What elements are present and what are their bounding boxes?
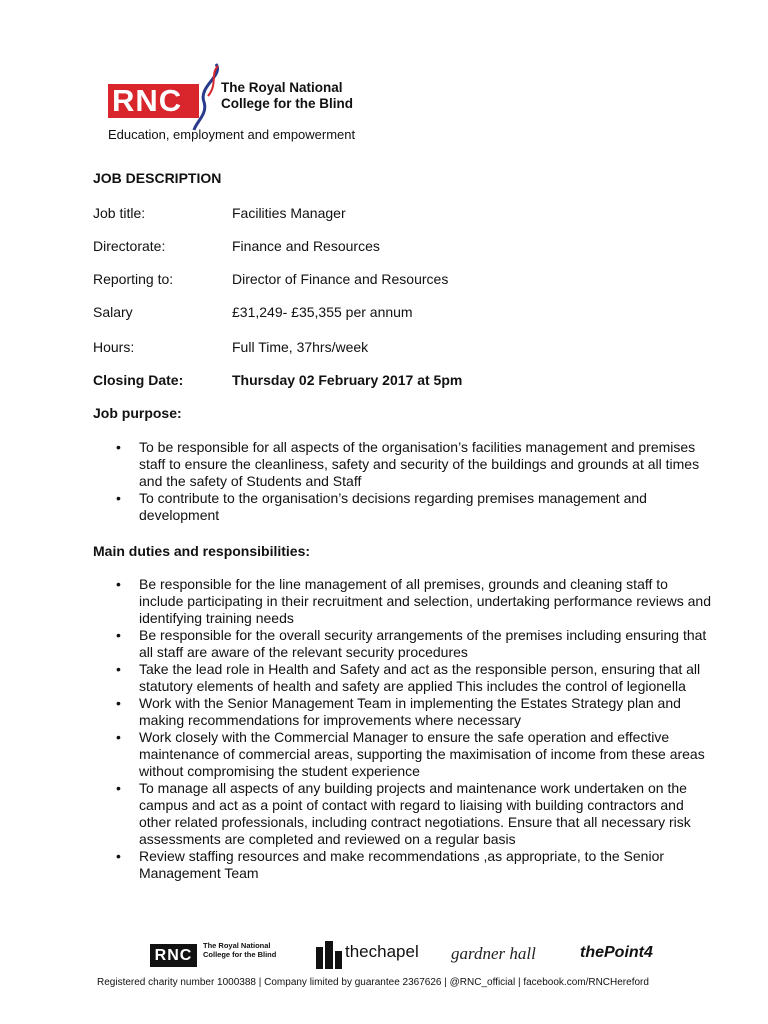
list-item: • Be responsible for the line management of all premises, grounds and cleaning staff to include participating in their recruitment and selection, undertaking performance reviews and identifying training needs xyxy=(116,576,716,627)
list-item: • Take the lead role in Health and Safety and act as the responsible person, ensuring that all statutory elements of health and safety are applied This includes the control of legionella xyxy=(116,661,716,695)
field-label-closing-date: Closing Date: xyxy=(93,372,184,388)
field-label-hours: Hours: xyxy=(93,339,135,355)
footer-chapel-logo: thechapel xyxy=(345,942,419,961)
field-value-salary: £31,249- £35,355 per annum xyxy=(232,304,413,320)
logo-swoosh-icon xyxy=(188,62,224,132)
footer-thepoint-logo: thePoint4 xyxy=(580,944,653,961)
field-value-hours: Full Time, 37hrs/week xyxy=(232,339,369,355)
list-item: • Work with the Senior Management Team in implementing the Estates Strategy plan and making recommendations for improvements where necessary xyxy=(116,695,716,729)
chapel-building-icon xyxy=(316,941,342,969)
field-value-closing-date: Thursday 02 February 2017 at 5pm xyxy=(232,372,463,388)
footer-rnc-name xyxy=(203,941,276,959)
field-value-reporting-to: Director of Finance and Resources xyxy=(232,271,449,287)
duties-list xyxy=(116,576,716,882)
purpose-heading: Job purpose: xyxy=(93,405,182,421)
list-item: • Be responsible for the overall security arrangements of the premises including ensuring that all staff are aware of the relevant security procedures xyxy=(116,627,716,661)
list-item: • Review staffing resources and make recommendations ,as appropriate, to the Senior Management Team xyxy=(116,848,716,882)
rnc-logo: RNC xyxy=(108,84,199,118)
footer-rnc-logo: RNC xyxy=(150,944,197,967)
duties-heading: Main duties and responsibilities: xyxy=(93,543,311,559)
field-label-directorate: Directorate: xyxy=(93,238,166,254)
org-name xyxy=(221,80,353,112)
tagline: Education, employment and empowerment xyxy=(108,127,356,142)
footer-gardner-hall-logo: gardner hall xyxy=(451,944,536,963)
purpose-list xyxy=(116,439,716,524)
field-value-job-title: Facilities Manager xyxy=(232,205,346,221)
list-item: • Work closely with the Commercial Manager to ensure the safe operation and effective maintenance of commercial areas, supporting the maximisation of income from these areas without compromising the student experience xyxy=(116,729,716,780)
org-name-line2: College for the Blind xyxy=(221,96,354,111)
footer-rnc-name-line2: College for the Blind xyxy=(203,950,277,959)
field-label-salary: Salary xyxy=(93,304,133,320)
org-name-line1: The Royal National xyxy=(221,80,343,95)
footer-registration-text: Registered charity number 1000388 | Company limited by guarantee 2367626 | @RNC_official | facebook.com/RNCHereford xyxy=(97,977,649,988)
field-value-directorate: Finance and Resources xyxy=(232,238,380,254)
footer-rnc-name-line1: The Royal National xyxy=(203,941,271,950)
field-label-job-title: Job title: xyxy=(93,205,146,221)
field-label-reporting-to: Reporting to: xyxy=(93,271,174,287)
list-item: • To manage all aspects of any building projects and maintenance work undertaken on the campus and act as a point of contact with regard to liaising with building contractors and other related professionals, including contract negotiations. Ensure that all necessary risk assessments are completed and reviewed on a regular basis xyxy=(116,780,716,848)
document-title: JOB DESCRIPTION xyxy=(93,170,222,186)
list-item: • To be responsible for all aspects of the organisation’s facilities management and premises staff to ensure the cleanliness, safety and security of the buildings and grounds at all times and the safety of Students and Staff xyxy=(116,439,716,490)
list-item: • To contribute to the organisation’s decisions regarding premises management and development xyxy=(116,490,716,524)
